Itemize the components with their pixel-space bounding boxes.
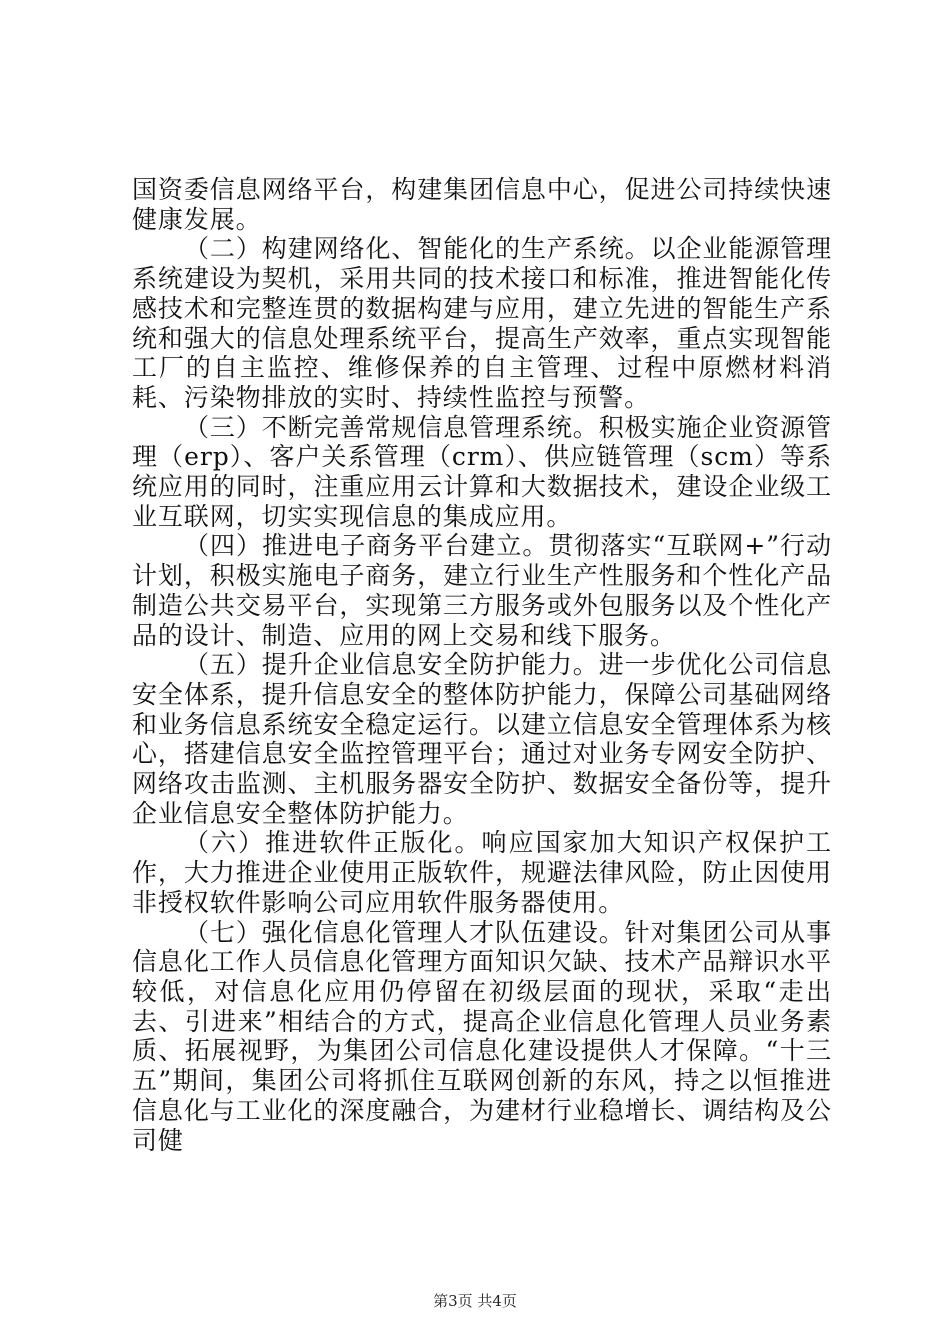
paragraph-section-5: （五）提升企业信息安全防护能力。进一步优化公司信息安全体系，提升信息安全的整体防护能力，保障公司基础网络和业务信息系统安全稳定运行。以建立信息安全管理体系为核心，搭建信息安全监控管理平台；通过对业务专网安全防护、网络攻击监测、主机服务器安全防护、数据安全备份等，提升企业信息安全整体防护能力。 [132, 650, 832, 828]
paragraph-section-3: （三）不断完善常规信息管理系统。积极实施企业资源管理（erp）、客户关系管理（crm）、供应链管理（scm）等系统应用的同时，注重应用云计算和大数据技术，建设企业级工业互联网，切实实现信息的集成应用。 [132, 412, 832, 531]
paragraph-intro-continuation: 国资委信息网络平台，构建集团信息中心，促进公司持续快速健康发展。 [132, 175, 832, 234]
page-number-footer: 第3页 共4页 [433, 1292, 517, 1310]
paragraph-section-7: （七）强化信息化管理人才队伍建设。针对集团公司从事信息化工作人员信息化管理方面知识欠缺、技术产品辩识水平较低，对信息化应用仍停留在初级层面的现状，采取“走出去、引进来”相结合的方式，提高企业信息化管理人员业务素质、拓展视野，为集团公司信息化建设提供人才保障。“十三五”期间，集团公司将抓住互联网创新的东风，持之以恒推进信息化与工业化的深度融合，为建材行业稳增长、调结构及公司健 [132, 917, 832, 1155]
paragraph-section-2: （二）构建网络化、智能化的生产系统。以企业能源管理系统建设为契机，采用共同的技术接口和标准，推进智能化传感技术和完整连贯的数据构建与应用，建立先进的智能生产系统和强大的信息处理系统平台，提高生产效率，重点实现智能工厂的自主监控、维修保养的自主管理、过程中原燃材料消耗、污染物排放的实时、持续性监控与预警。 [132, 234, 832, 412]
document-body [132, 175, 832, 1155]
paragraph-section-6: （六）推进软件正版化。响应国家加大知识产权保护工作，大力推进企业使用正版软件，规避法律风险，防止因使用非授权软件影响公司应用软件服务器使用。 [132, 828, 832, 917]
paragraph-section-4: （四）推进电子商务平台建立。贯彻落实“互联网+”行动计划，积极实施电子商务，建立行业生产性服务和个性化产品制造公共交易平台，实现第三方服务或外包服务以及个性化产品的设计、制造、应用的网上交易和线下服务。 [132, 531, 832, 650]
